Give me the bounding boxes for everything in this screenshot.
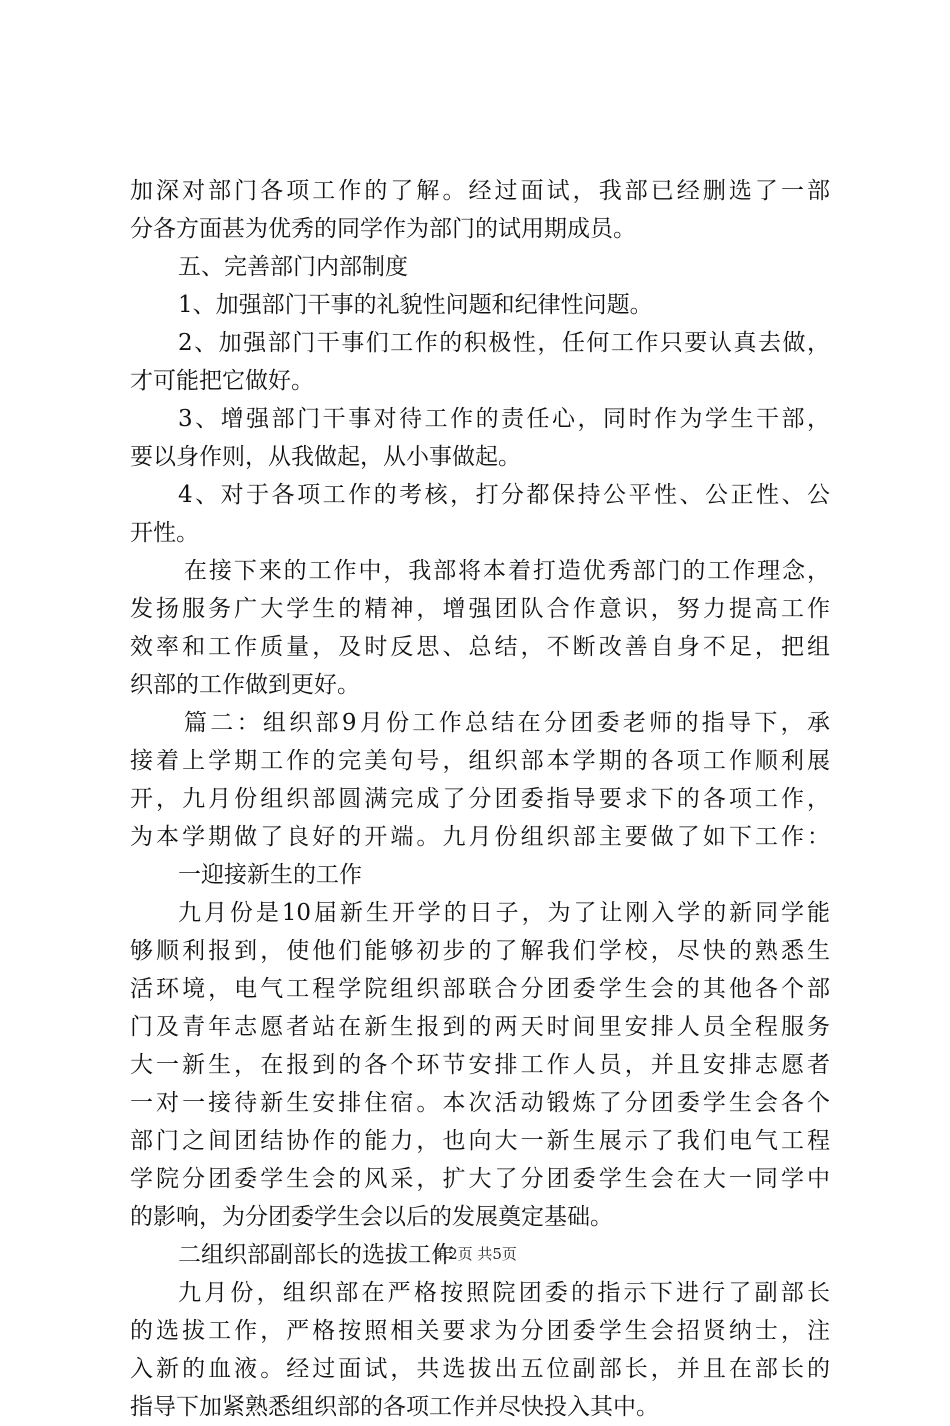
text-line: 接着上学期工作的完美句号，组织部本学期的各项工作顺利展	[130, 748, 830, 774]
text-line: 开，九月份组织部圆满完成了分团委指导要求下的各项工作，	[130, 786, 830, 812]
text-line: 3、增强部门干事对待工作的责任心，同时作为学生干部，	[178, 406, 830, 432]
text-line: 指导下加紧熟悉组织部的各项工作并尽快投入其中。	[130, 1394, 659, 1420]
text-line: 二组织部副部长的选拔工作	[178, 1242, 454, 1268]
text-line: 五、完善部门内部制度	[178, 254, 408, 280]
text-line: 一对一接待新生安排住宿。本次活动锻炼了分团委学生会各个	[130, 1090, 830, 1116]
document-body	[130, 172, 830, 1426]
text-line: 的选拔工作，严格按照相关要求为分团委学生会招贤纳士，注	[130, 1318, 830, 1344]
text-line: 才可能把它做好。	[130, 368, 314, 394]
text-line: 效率和工作质量，及时反思、总结，不断改善自身不足，把组	[130, 634, 830, 660]
page-footer	[0, 1244, 950, 1264]
text-line: 一迎接新生的工作	[178, 862, 362, 888]
text-line: 够顺利报到，使他们能够初步的了解我们学校，尽快的熟悉生	[130, 938, 830, 964]
text-line: 4、对于各项工作的考核，打分都保持公平性、公正性、公	[178, 482, 830, 508]
page-number-label: 第2页 共5页	[433, 1245, 517, 1263]
text-line: 门及青年志愿者站在新生报到的两天时间里安排人员全程服务	[130, 1014, 830, 1040]
text-line: 加深对部门各项工作的了解。经过面试，我部已经删选了一部	[130, 178, 830, 204]
text-line: 分各方面甚为优秀的同学作为部门的试用期成员。	[130, 216, 636, 242]
text-line: 开性。	[130, 520, 199, 546]
text-line: 的影响，为分团委学生会以后的发展奠定基础。	[130, 1204, 613, 1230]
text-line: 发扬服务广大学生的精神，增强团队合作意识，努力提高工作	[130, 596, 830, 622]
text-line: 2、加强部门干事们工作的积极性，任何工作只要认真去做，	[178, 330, 830, 356]
text-line: 活环境，电气工程学院组织部联合分团委学生会的其他各个部	[130, 976, 830, 1002]
text-line: 部门之间团结协作的能力，也向大一新生展示了我们电气工程	[130, 1128, 830, 1154]
text-line: 学院分团委学生会的风采，扩大了分团委学生会在大一同学中	[130, 1166, 830, 1192]
text-line: 入新的血液。经过面试，共选拔出五位副部长，并且在部长的	[130, 1356, 830, 1382]
text-line: 篇二：组织部9月份工作总结在分团委老师的指导下，承	[184, 710, 830, 736]
text-line: 要以身作则，从我做起，从小事做起。	[130, 444, 521, 470]
text-line: 在接下来的工作中，我部将本着打造优秀部门的工作理念，	[184, 558, 830, 584]
text-line: 九月份，组织部在严格按照院团委的指示下进行了副部长	[178, 1280, 830, 1306]
text-line: 织部的工作做到更好。	[130, 672, 360, 698]
text-line: 1、加强部门干事的礼貌性问题和纪律性问题。	[178, 292, 653, 318]
text-line: 大一新生，在报到的各个环节安排工作人员，并且安排志愿者	[130, 1052, 830, 1078]
text-line: 九月份是10届新生开学的日子，为了让刚入学的新同学能	[178, 900, 830, 926]
text-line: 为本学期做了良好的开端。九月份组织部主要做了如下工作：	[130, 824, 830, 850]
